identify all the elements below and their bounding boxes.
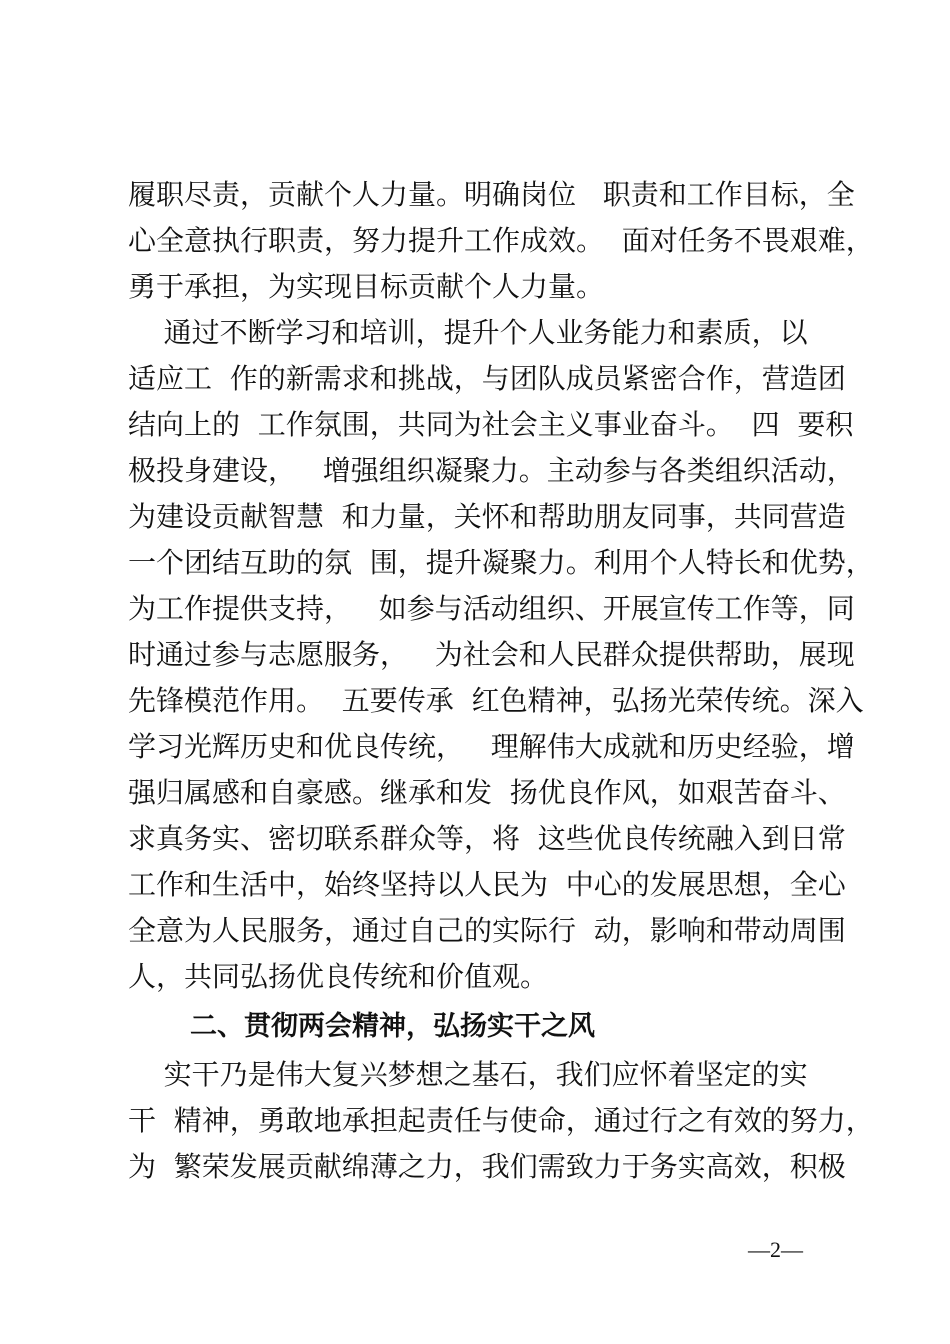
text-line: 心全意执行职责，努力提升工作成效。 面对任务不畏艰难，: [128, 224, 874, 257]
text-line: 极投身建设， 增强组织凝聚力。主动参与各类组织活动，: [128, 454, 855, 487]
text-line: 通过不断学习和培训，提升个人业务能力和素质，以: [128, 316, 808, 349]
text-line: 结向上的 工作氛围，共同为社会主义事业奋斗。 四 要积: [128, 408, 854, 441]
text-line: 实干乃是伟大复兴梦想之基石，我们应怀着坚定的实: [128, 1058, 808, 1091]
text-line: 适应工 作的新需求和挑战，与团队成员紧密合作，营造团: [128, 362, 846, 395]
section-heading: 二、贯彻两会精神，弘扬实干之风: [190, 1011, 595, 1042]
text-line: 全意为人民服务，通过自己的实际行 动，影响和带动周围: [128, 914, 846, 947]
text-line: 为工作提供支持， 如参与活动组织、开展宣传工作等，同: [128, 592, 855, 625]
text-line: 先锋模范作用。 五要传承 红色精神，弘扬光荣传统。深入: [128, 684, 864, 717]
text-line: 为 繁荣发展贡献绵薄之力，我们需致力于务实高效，积极: [128, 1150, 846, 1183]
text-line: 为建设贡献智慧 和力量，关怀和帮助朋友同事，共同营造: [128, 500, 846, 533]
text-line: 一个团结互助的氛 围，提升凝聚力。利用个人特长和优势，: [128, 546, 874, 579]
text-line: 时通过参与志愿服务， 为社会和人民群众提供帮助，展现: [128, 638, 855, 671]
text-line: 履职尽责，贡献个人力量。明确岗位 职责和工作目标，全: [128, 178, 855, 211]
text-line: 求真务实、密切联系群众等，将 这些优良传统融入到日常: [128, 822, 846, 855]
page-number: —2—: [748, 1237, 803, 1262]
text-line: 勇于承担，为实现目标贡献个人力量。: [128, 270, 605, 303]
text-line: 干 精神，勇敢地承担起责任与使命，通过行之有效的努力，: [128, 1104, 874, 1137]
text-line: 强归属感和自豪感。继承和发 扬优良作风，如艰苦奋斗、: [128, 776, 846, 809]
text-line: 工作和生活中，始终坚持以人民为 中心的发展思想，全心: [128, 868, 846, 901]
text-line: 人，共同弘扬优良传统和价值观。: [128, 960, 549, 993]
text-line: 学习光辉历史和优良传统， 理解伟大成就和历史经验，增: [128, 730, 855, 763]
